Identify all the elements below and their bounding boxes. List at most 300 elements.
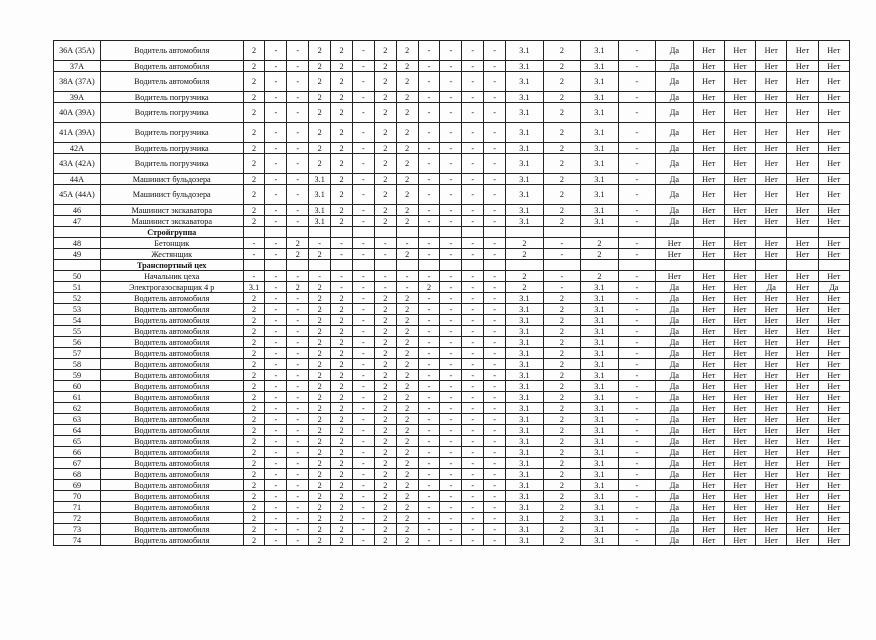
- value-cell: 2: [396, 216, 418, 227]
- value-cell: 2: [396, 123, 418, 143]
- value-cell: 3.1: [506, 491, 544, 502]
- value-cell: -: [484, 216, 506, 227]
- value-cell: 2: [543, 185, 581, 205]
- value-cell: 3.1: [581, 524, 619, 535]
- value-cell: Нет: [787, 403, 818, 414]
- value-cell: -: [265, 154, 287, 174]
- value-cell: 2: [543, 359, 581, 370]
- value-cell: -: [287, 304, 309, 315]
- table-row: [54, 469, 850, 480]
- value-cell: -: [462, 185, 484, 205]
- value-cell: -: [352, 392, 374, 403]
- value-cell: 2: [396, 61, 418, 72]
- value-cell: Нет: [818, 425, 849, 436]
- value-cell: 2: [309, 370, 331, 381]
- section-header-row: [54, 260, 850, 271]
- value-cell: -: [352, 61, 374, 72]
- job-title: Водитель автомобиля: [100, 293, 243, 304]
- value-cell: 2: [396, 205, 418, 216]
- table-row: [54, 502, 850, 513]
- value-cell: Нет: [787, 216, 818, 227]
- value-cell: -: [418, 271, 440, 282]
- value-cell: 3.1: [309, 185, 331, 205]
- value-cell: -: [462, 293, 484, 304]
- value-cell: -: [484, 469, 506, 480]
- value-cell: Нет: [693, 238, 724, 249]
- value-cell: Нет: [724, 249, 755, 260]
- job-title: Водитель автомобиля: [100, 513, 243, 524]
- value-cell: -: [618, 238, 656, 249]
- value-cell: Нет: [756, 359, 787, 370]
- value-cell: 3.1: [581, 216, 619, 227]
- row-number: 37А: [54, 61, 101, 72]
- value-cell: -: [352, 414, 374, 425]
- section-empty-cell: [352, 260, 374, 271]
- value-cell: -: [418, 123, 440, 143]
- value-cell: -: [440, 381, 462, 392]
- value-cell: 3.1: [581, 425, 619, 436]
- value-cell: -: [265, 304, 287, 315]
- value-cell: 2: [309, 381, 331, 392]
- value-cell: -: [462, 304, 484, 315]
- value-cell: Нет: [818, 469, 849, 480]
- value-cell: -: [331, 282, 353, 293]
- section-num-cell: [54, 227, 101, 238]
- value-cell: -: [484, 458, 506, 469]
- table-row: [54, 535, 850, 546]
- value-cell: -: [418, 216, 440, 227]
- section-empty-cell: [506, 260, 544, 271]
- value-cell: Нет: [656, 238, 694, 249]
- value-cell: -: [440, 392, 462, 403]
- value-cell: -: [462, 359, 484, 370]
- value-cell: 2: [543, 315, 581, 326]
- value-cell: Нет: [693, 271, 724, 282]
- section-empty-cell: [818, 227, 849, 238]
- value-cell: Да: [656, 216, 694, 227]
- value-cell: Нет: [756, 315, 787, 326]
- value-cell: -: [618, 103, 656, 123]
- value-cell: -: [462, 502, 484, 513]
- value-cell: Нет: [724, 143, 755, 154]
- section-empty-cell: [265, 260, 287, 271]
- value-cell: Нет: [818, 61, 849, 72]
- value-cell: Нет: [818, 502, 849, 513]
- value-cell: -: [418, 154, 440, 174]
- value-cell: 2: [543, 143, 581, 154]
- value-cell: 3.1: [581, 513, 619, 524]
- value-cell: -: [287, 458, 309, 469]
- job-title: Водитель автомобиля: [100, 491, 243, 502]
- job-title: Водитель автомобиля: [100, 72, 243, 92]
- value-cell: Нет: [724, 271, 755, 282]
- value-cell: -: [618, 414, 656, 425]
- value-cell: -: [265, 436, 287, 447]
- value-cell: 2: [331, 513, 353, 524]
- value-cell: 2: [243, 216, 265, 227]
- value-cell: 2: [243, 513, 265, 524]
- value-cell: 2: [374, 425, 396, 436]
- value-cell: -: [618, 271, 656, 282]
- table-row: [54, 154, 850, 174]
- value-cell: -: [484, 61, 506, 72]
- value-cell: 2: [331, 293, 353, 304]
- value-cell: -: [265, 123, 287, 143]
- value-cell: 2: [243, 480, 265, 491]
- value-cell: 3.1: [309, 174, 331, 185]
- value-cell: Да: [656, 524, 694, 535]
- value-cell: Нет: [818, 458, 849, 469]
- value-cell: 2: [309, 103, 331, 123]
- value-cell: 2: [543, 491, 581, 502]
- value-cell: -: [484, 185, 506, 205]
- value-cell: 3.1: [581, 282, 619, 293]
- value-cell: -: [265, 535, 287, 546]
- value-cell: Нет: [818, 524, 849, 535]
- value-cell: -: [287, 513, 309, 524]
- value-cell: 2: [374, 72, 396, 92]
- value-cell: -: [352, 513, 374, 524]
- value-cell: -: [287, 436, 309, 447]
- value-cell: 2: [309, 92, 331, 103]
- value-cell: -: [618, 403, 656, 414]
- value-cell: Нет: [787, 425, 818, 436]
- value-cell: Нет: [756, 469, 787, 480]
- value-cell: Нет: [787, 271, 818, 282]
- value-cell: Нет: [787, 72, 818, 92]
- value-cell: 2: [243, 41, 265, 61]
- section-empty-cell: [543, 260, 581, 271]
- row-number: 69: [54, 480, 101, 491]
- value-cell: 3.1: [506, 61, 544, 72]
- value-cell: -: [618, 72, 656, 92]
- value-cell: -: [543, 271, 581, 282]
- value-cell: -: [484, 359, 506, 370]
- value-cell: -: [265, 381, 287, 392]
- value-cell: -: [462, 403, 484, 414]
- value-cell: 2: [374, 154, 396, 174]
- value-cell: -: [618, 92, 656, 103]
- row-number: 54: [54, 315, 101, 326]
- value-cell: Нет: [693, 535, 724, 546]
- value-cell: -: [352, 359, 374, 370]
- value-cell: 2: [331, 92, 353, 103]
- value-cell: 2: [374, 174, 396, 185]
- value-cell: Нет: [693, 249, 724, 260]
- section-empty-cell: [287, 227, 309, 238]
- value-cell: -: [618, 524, 656, 535]
- value-cell: Нет: [787, 154, 818, 174]
- row-number: 59: [54, 370, 101, 381]
- section-empty-cell: [440, 260, 462, 271]
- value-cell: -: [265, 92, 287, 103]
- job-title: Водитель автомобиля: [100, 469, 243, 480]
- value-cell: -: [484, 524, 506, 535]
- value-cell: Нет: [756, 458, 787, 469]
- job-title: Водитель погрузчика: [100, 123, 243, 143]
- table-row: [54, 216, 850, 227]
- value-cell: 2: [543, 414, 581, 425]
- job-title: Водитель погрузчика: [100, 103, 243, 123]
- value-cell: -: [484, 174, 506, 185]
- value-cell: 3.1: [581, 61, 619, 72]
- job-title: Водитель автомобиля: [100, 392, 243, 403]
- section-empty-cell: [440, 227, 462, 238]
- table-row: [54, 123, 850, 143]
- value-cell: Нет: [818, 370, 849, 381]
- value-cell: -: [484, 282, 506, 293]
- value-cell: -: [352, 381, 374, 392]
- row-number: 60: [54, 381, 101, 392]
- value-cell: Нет: [693, 425, 724, 436]
- row-number: 45А (44А): [54, 185, 101, 205]
- value-cell: 2: [243, 205, 265, 216]
- job-title: Водитель автомобиля: [100, 502, 243, 513]
- section-empty-cell: [265, 227, 287, 238]
- value-cell: -: [287, 359, 309, 370]
- value-cell: Нет: [756, 403, 787, 414]
- table-row: [54, 480, 850, 491]
- value-cell: Нет: [724, 185, 755, 205]
- value-cell: Нет: [693, 436, 724, 447]
- value-cell: 3.1: [581, 304, 619, 315]
- value-cell: -: [618, 337, 656, 348]
- value-cell: 2: [396, 458, 418, 469]
- value-cell: -: [462, 370, 484, 381]
- value-cell: -: [265, 348, 287, 359]
- value-cell: Да: [656, 304, 694, 315]
- value-cell: -: [618, 326, 656, 337]
- value-cell: Нет: [756, 271, 787, 282]
- value-cell: 2: [506, 282, 544, 293]
- value-cell: -: [484, 480, 506, 491]
- value-cell: -: [440, 282, 462, 293]
- row-number: 41А (39А): [54, 123, 101, 143]
- value-cell: Нет: [787, 103, 818, 123]
- value-cell: Нет: [787, 370, 818, 381]
- value-cell: Нет: [724, 61, 755, 72]
- value-cell: -: [418, 392, 440, 403]
- value-cell: 2: [543, 174, 581, 185]
- value-cell: -: [418, 447, 440, 458]
- value-cell: Нет: [693, 392, 724, 403]
- table-row: [54, 143, 850, 154]
- value-cell: 2: [331, 326, 353, 337]
- value-cell: 2: [309, 348, 331, 359]
- value-cell: 2: [581, 249, 619, 260]
- value-cell: -: [440, 72, 462, 92]
- value-cell: -: [618, 249, 656, 260]
- value-cell: 2: [309, 502, 331, 513]
- value-cell: 2: [331, 337, 353, 348]
- value-cell: Нет: [724, 92, 755, 103]
- value-cell: -: [618, 304, 656, 315]
- table-row: [54, 304, 850, 315]
- job-title: Жестянщик: [100, 249, 243, 260]
- value-cell: 2: [331, 174, 353, 185]
- value-cell: -: [265, 480, 287, 491]
- value-cell: -: [462, 480, 484, 491]
- table-row: [54, 425, 850, 436]
- value-cell: -: [331, 249, 353, 260]
- value-cell: 2: [374, 513, 396, 524]
- value-cell: 2: [374, 447, 396, 458]
- section-empty-cell: [818, 260, 849, 271]
- value-cell: 2: [309, 143, 331, 154]
- section-empty-cell: [484, 260, 506, 271]
- value-cell: -: [352, 238, 374, 249]
- job-title: Начальник цеха: [100, 271, 243, 282]
- value-cell: -: [418, 370, 440, 381]
- value-cell: Нет: [787, 61, 818, 72]
- value-cell: Нет: [693, 103, 724, 123]
- value-cell: -: [440, 436, 462, 447]
- value-cell: Нет: [818, 238, 849, 249]
- section-empty-cell: [543, 227, 581, 238]
- value-cell: -: [543, 249, 581, 260]
- value-cell: -: [484, 238, 506, 249]
- value-cell: Нет: [818, 403, 849, 414]
- table-row: [54, 414, 850, 425]
- value-cell: 3.1: [506, 392, 544, 403]
- value-cell: 2: [331, 447, 353, 458]
- value-cell: 2: [396, 414, 418, 425]
- value-cell: Нет: [724, 154, 755, 174]
- value-cell: -: [462, 425, 484, 436]
- value-cell: Нет: [787, 92, 818, 103]
- value-cell: 2: [331, 103, 353, 123]
- section-empty-cell: [374, 227, 396, 238]
- section-empty-cell: [396, 260, 418, 271]
- value-cell: Нет: [787, 282, 818, 293]
- value-cell: 3.1: [506, 524, 544, 535]
- value-cell: 2: [243, 458, 265, 469]
- value-cell: Нет: [818, 337, 849, 348]
- value-cell: Да: [656, 491, 694, 502]
- value-cell: -: [440, 447, 462, 458]
- table-row: [54, 92, 850, 103]
- value-cell: -: [484, 315, 506, 326]
- value-cell: -: [418, 315, 440, 326]
- value-cell: Нет: [693, 348, 724, 359]
- value-cell: Нет: [724, 359, 755, 370]
- value-cell: 2: [243, 491, 265, 502]
- value-cell: 3.1: [309, 216, 331, 227]
- value-cell: Нет: [787, 249, 818, 260]
- value-cell: -: [484, 123, 506, 143]
- value-cell: Нет: [693, 143, 724, 154]
- value-cell: 2: [396, 185, 418, 205]
- value-cell: -: [396, 238, 418, 249]
- value-cell: 2: [396, 469, 418, 480]
- job-title: Водитель автомобиля: [100, 337, 243, 348]
- value-cell: Нет: [693, 72, 724, 92]
- value-cell: -: [462, 326, 484, 337]
- value-cell: 2: [374, 123, 396, 143]
- value-cell: 2: [331, 535, 353, 546]
- value-cell: -: [618, 282, 656, 293]
- value-cell: 2: [543, 154, 581, 174]
- row-number: 70: [54, 491, 101, 502]
- value-cell: Нет: [756, 447, 787, 458]
- value-cell: 2: [374, 92, 396, 103]
- value-cell: Нет: [787, 123, 818, 143]
- value-cell: Да: [656, 282, 694, 293]
- value-cell: -: [265, 469, 287, 480]
- section-empty-cell: [618, 260, 656, 271]
- value-cell: -: [287, 480, 309, 491]
- value-cell: -: [265, 249, 287, 260]
- value-cell: -: [618, 425, 656, 436]
- section-header-row: [54, 227, 850, 238]
- value-cell: -: [287, 348, 309, 359]
- value-cell: Да: [656, 92, 694, 103]
- value-cell: 2: [396, 436, 418, 447]
- value-cell: Да: [656, 154, 694, 174]
- value-cell: 2: [243, 326, 265, 337]
- value-cell: -: [265, 216, 287, 227]
- value-cell: 2: [396, 403, 418, 414]
- value-cell: 2: [374, 370, 396, 381]
- value-cell: -: [440, 143, 462, 154]
- value-cell: -: [440, 238, 462, 249]
- value-cell: -: [352, 123, 374, 143]
- value-cell: 2: [374, 469, 396, 480]
- value-cell: 3.1: [506, 403, 544, 414]
- value-cell: 2: [331, 304, 353, 315]
- value-cell: Да: [656, 502, 694, 513]
- value-cell: Нет: [724, 123, 755, 143]
- value-cell: 2: [243, 381, 265, 392]
- value-cell: -: [440, 513, 462, 524]
- value-cell: -: [265, 271, 287, 282]
- value-cell: -: [484, 414, 506, 425]
- section-empty-cell: [309, 227, 331, 238]
- value-cell: -: [265, 315, 287, 326]
- value-cell: -: [352, 326, 374, 337]
- value-cell: -: [265, 337, 287, 348]
- value-cell: -: [462, 174, 484, 185]
- value-cell: Нет: [818, 436, 849, 447]
- value-cell: Нет: [818, 216, 849, 227]
- job-title: Водитель автомобиля: [100, 480, 243, 491]
- job-title: Водитель погрузчика: [100, 92, 243, 103]
- value-cell: Нет: [756, 513, 787, 524]
- value-cell: -: [618, 61, 656, 72]
- value-cell: Нет: [756, 370, 787, 381]
- section-empty-cell: [352, 227, 374, 238]
- value-cell: -: [352, 92, 374, 103]
- value-cell: 2: [543, 469, 581, 480]
- value-cell: -: [374, 271, 396, 282]
- value-cell: -: [440, 174, 462, 185]
- value-cell: 2: [331, 154, 353, 174]
- value-cell: Нет: [787, 174, 818, 185]
- value-cell: Нет: [818, 359, 849, 370]
- value-cell: -: [440, 315, 462, 326]
- value-cell: -: [352, 348, 374, 359]
- value-cell: -: [418, 174, 440, 185]
- value-cell: Нет: [693, 513, 724, 524]
- value-cell: Нет: [656, 249, 694, 260]
- value-cell: 2: [374, 414, 396, 425]
- value-cell: -: [484, 381, 506, 392]
- value-cell: 2: [309, 304, 331, 315]
- value-cell: -: [352, 480, 374, 491]
- value-cell: -: [418, 414, 440, 425]
- table-row: [54, 103, 850, 123]
- value-cell: 3.1: [581, 436, 619, 447]
